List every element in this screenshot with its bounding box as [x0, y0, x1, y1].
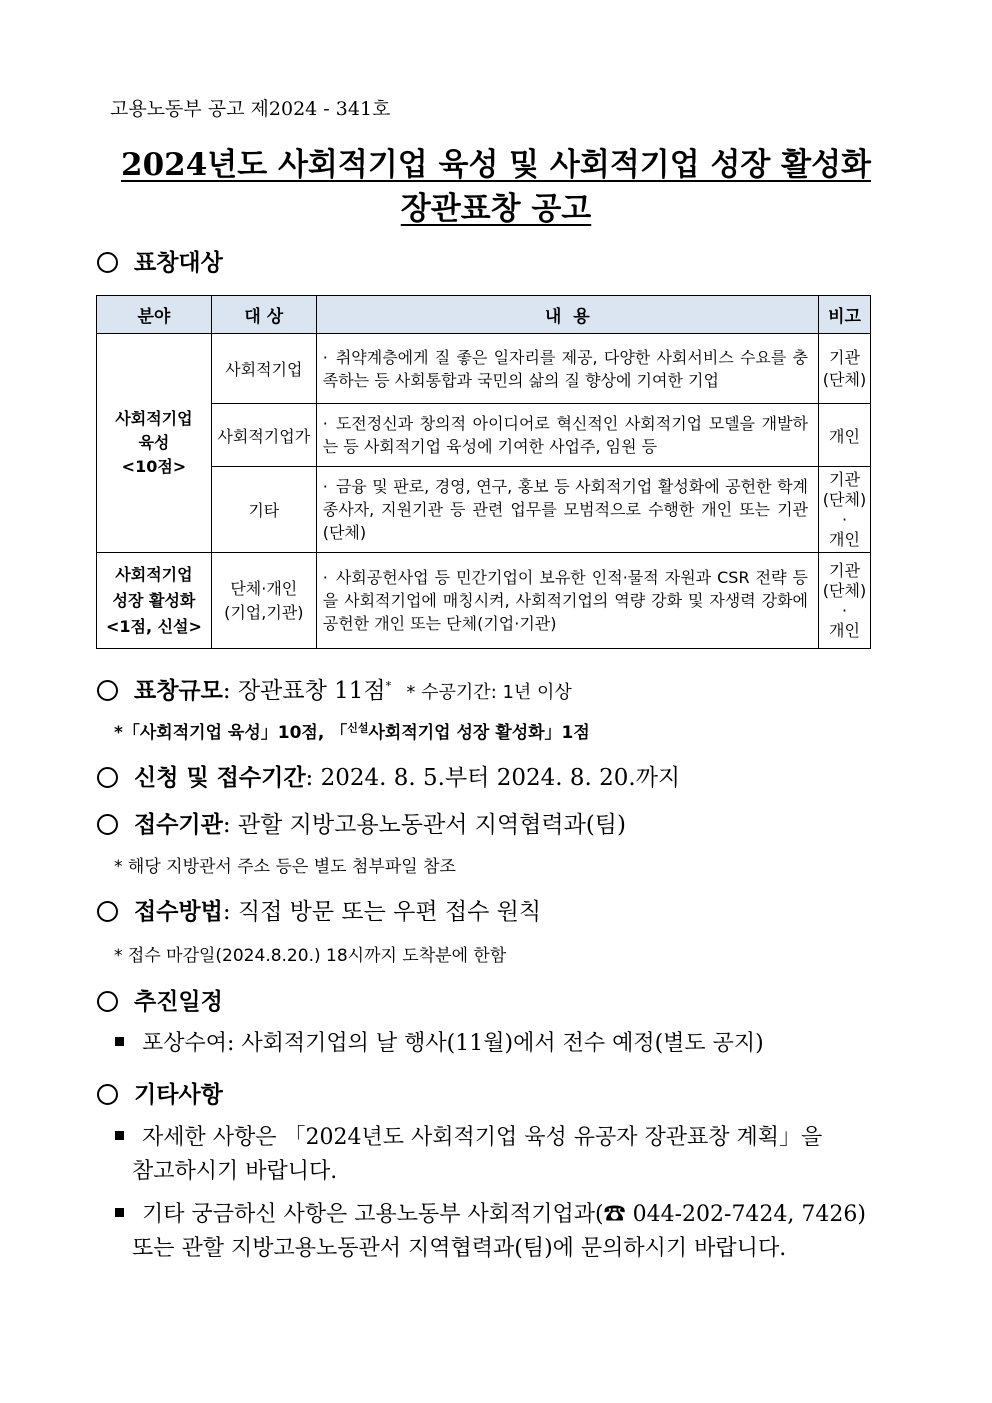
section-etc: [97, 1076, 223, 1109]
field-count: <10점>: [121, 457, 187, 476]
section-schedule: [97, 983, 223, 1016]
section-method: 접수방법: 직접 방문 또는 우편 접수 원칙: [97, 893, 541, 926]
content-cell: · 도전정신과 창의적 아이디어로 혁신적인 사회적기업 모델을 개발하는 등 사회적기업 육성에 기여한 사업주, 임원 등: [316, 404, 818, 467]
document-title: [0, 143, 992, 231]
square-bullet-icon: [115, 1131, 124, 1140]
section-heading: 기타사항: [134, 1081, 223, 1108]
circle-bullet-icon: [97, 767, 118, 788]
section-heading: 접수기관: [134, 811, 223, 838]
title-line-2: 장관표창 공고: [400, 191, 592, 227]
field-group-2: [97, 553, 212, 649]
table-row: [97, 404, 871, 467]
schedule-item: 포상수여: 사회적기업의 날 행사(11월)에서 전수 예정(별도 공지): [115, 1027, 764, 1061]
target-cell: 기타: [211, 467, 316, 553]
content-cell: · 취약계층에게 질 좋은 일자리를 제공, 다양한 사회서비스 수요를 충족하는 등 사회통합과 국민의 삶의 질 향상에 기여한 기업: [316, 334, 818, 404]
remark-cell: 기관 (단체): [819, 334, 871, 404]
section-agency: 접수기관: 관할 지방고용노동관서 지역협력과(팀): [97, 806, 626, 839]
field-label: 성장 활성화: [112, 590, 196, 610]
circle-bullet-icon: [97, 680, 118, 701]
award-target-table: [96, 295, 871, 649]
content-cell: · 금융 및 판로, 경영, 연구, 홍보 등 사회적기업 활성화에 공헌한 학계 종사자, 지원기관 등 관련 업무를 모범적으로 수행한 개인 또는 기관(단체): [316, 467, 818, 553]
notice-number: 고용노동부 공고 제2024 - 341호: [110, 98, 391, 120]
section-heading: 신청 및 접수기간: [134, 764, 306, 791]
content-cell: · 사회공헌사업 등 민간기업이 보유한 인적·물적 자원과 CSR 전략 등을 사회적기업에 매칭시켜, 사회적기업의 역량 강화 및 자생력 강화에 공헌한 개인 또는 단체(기업·기관): [316, 553, 818, 649]
section-target: [97, 244, 223, 277]
header-content: 내 용: [316, 296, 818, 334]
section-period: 신청 및 접수기간: 2024. 8. 5.부터 2024. 8. 20.까지: [97, 759, 680, 792]
title-line-1: 2024년도 사회적기업 육성 및 사회적기업 성장 활성화: [121, 147, 871, 183]
header-target: 대 상: [211, 296, 316, 334]
method-note: * 접수 마감일(2024.8.20.) 18시까지 도착분에 한함: [114, 946, 507, 966]
target-cell: 사회적기업: [211, 334, 316, 404]
section-heading: 추진일정: [134, 988, 223, 1015]
section-heading: 표창규모: [134, 677, 223, 704]
remark-cell: 기관 (단체) · 개인: [819, 467, 871, 553]
circle-bullet-icon: [97, 814, 118, 835]
table-row: [97, 553, 871, 649]
table-row: [97, 467, 871, 553]
target-cell: 단체·개인 (기업,기관): [211, 553, 316, 649]
target-cell: 사회적기업가: [211, 404, 316, 467]
circle-bullet-icon: [97, 1084, 118, 1105]
field-label: 육성: [138, 433, 170, 452]
square-bullet-icon: [115, 1037, 124, 1046]
table-header-row: [97, 296, 871, 334]
table-row: [97, 334, 871, 404]
section-scale: 표창규모: 장관표창 11점* * 수공기간: 1년 이상: [97, 672, 572, 705]
field-label: 사회적기업: [115, 564, 193, 584]
agency-note: * 해당 지방관서 주소 등은 별도 첨부파일 참조: [114, 857, 456, 877]
circle-bullet-icon: [97, 901, 118, 922]
etc-item-1: 자세한 사항은 「2024년도 사회적기업 육성 유공자 장관표창 계획」을 참고하시기 바랍니다.: [115, 1121, 822, 1189]
section-heading: 접수방법: [134, 898, 223, 925]
etc-item-2: 기타 궁금하신 사항은 고용노동부 사회적기업과(☎ 044-202-7424, 7426) 또는 관할 지방고용노동관서 지역협력과(팀)에 문의하시기 바랍니다.: [115, 1198, 866, 1266]
circle-bullet-icon: [97, 991, 118, 1012]
field-count: <1점, 신설>: [105, 616, 202, 636]
header-field: 분야: [97, 296, 212, 334]
section-heading: 표창대상: [134, 249, 223, 276]
scale-note: *「사회적기업 육성」10점, 「$^{신설}$사회적기업 성장 활성화」1점: [114, 721, 590, 743]
field-group-1: [97, 334, 212, 553]
header-remarks: 비고: [819, 296, 871, 334]
circle-bullet-icon: [97, 252, 118, 273]
remark-cell: 기관 (단체) · 개인: [819, 553, 871, 649]
square-bullet-icon: [115, 1208, 124, 1217]
remark-cell: 개인: [819, 404, 871, 467]
field-label: 사회적기업: [115, 409, 193, 428]
